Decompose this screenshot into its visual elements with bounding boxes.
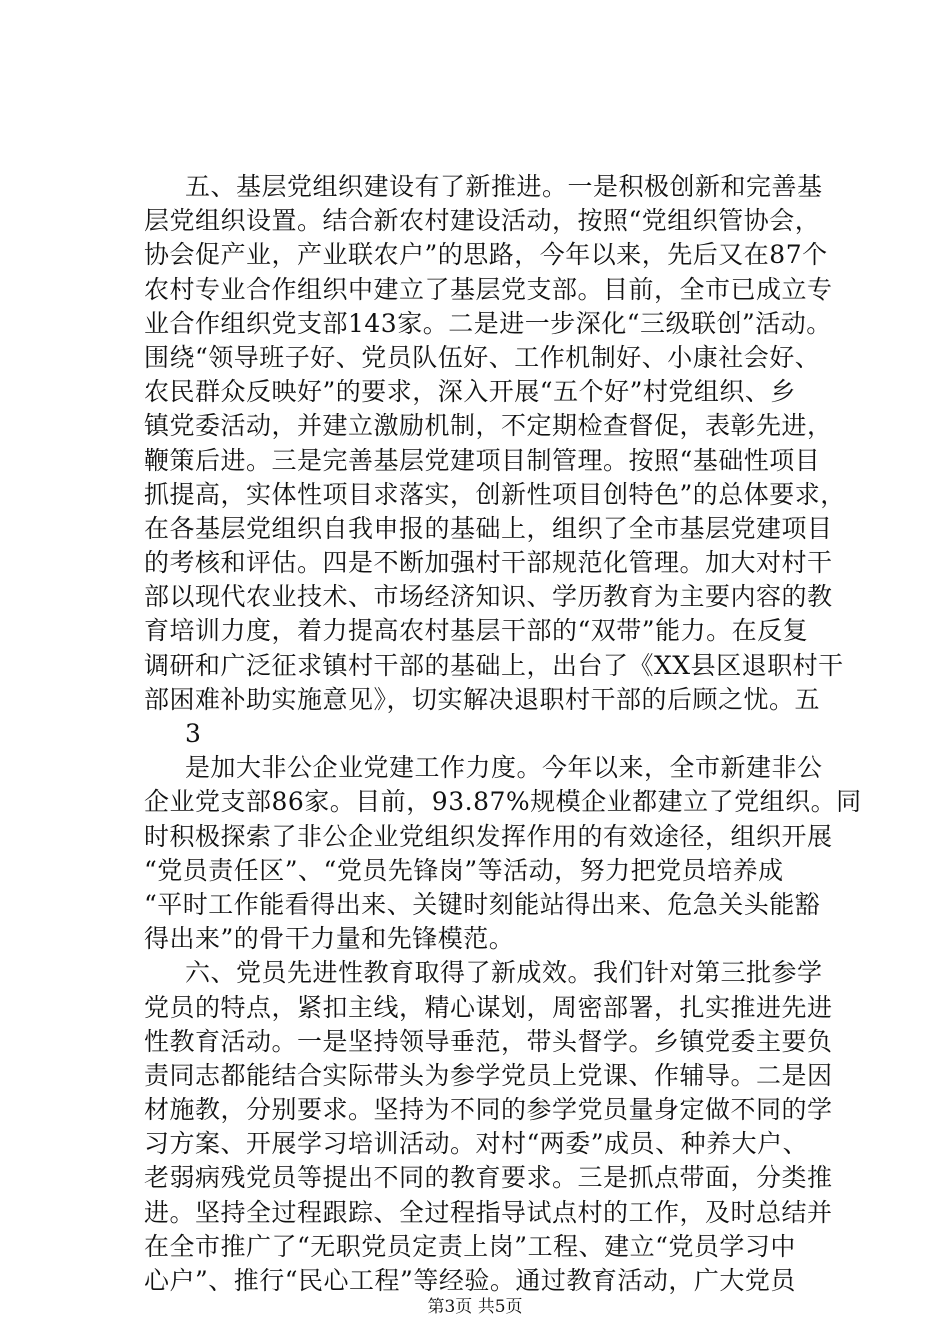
page-footer: 第3页 共5页 [427,1297,523,1317]
document-body [144,170,862,1298]
paragraph-6-line: 六、党员先进性教育取得了新成效。我们针对第三批参学 [185,958,823,988]
paragraph-5-line: 在各基层党组织自我申报的基础上，组织了全市基层党建项目 [144,513,833,543]
paragraph-5b-line: 是加大非公企业党建工作力度。今年以来，全市新建非公 [185,753,823,783]
paragraph-5b-line: 企业党支部86家。目前，93.87%规模企业都建立了党组织。同 [144,787,862,817]
paragraph-6-line: 习方案、开展学习培训活动。对村“两委”成员、种养大户、 [144,1129,809,1159]
paragraph-6-line: 心户”、推行“民心工程”等经验。通过教育活动，广大党员 [144,1266,796,1295]
paragraph-5-line: 育培训力度，着力提高农村基层干部的“双带”能力。在反复 [144,616,809,646]
paragraph-5-line: 协会促产业，产业联农户”的思路，今年以来，先后又在87个 [144,240,828,270]
paragraph-6-line: 进。坚持全过程跟踪、全过程指导试点村的工作，及时总结并 [144,1197,833,1227]
paragraph-6-line: 材施教，分别要求。坚持为不同的参学党员量身定做不同的学 [144,1095,833,1125]
paragraph-5-line: 的考核和评估。四是不断加强村干部规范化管理。加大对村干 [144,548,833,578]
paragraph-5-line: 调研和广泛征求镇村干部的基础上，出台了《XX县区退职村干 [144,650,844,680]
paragraph-5b-line: “平时工作能看得出来、关键时刻能站得出来、危急关头能豁 [144,889,821,919]
paragraph-5-line: 部以现代农业技术、市场经济知识、学历教育为主要内容的教 [144,582,833,612]
paragraph-6-line: 责同志都能结合实际带头为参学党员上党课、作辅导。二是因 [144,1060,833,1090]
paragraph-5-line: 层党组织设置。结合新农村建设活动，按照“党组织管协会， [144,206,821,236]
page-break-number: 3 [185,719,202,748]
paragraph-5-line: 鞭策后进。三是完善基层党建项目制管理。按照“基础性项目 [144,445,821,475]
paragraph-6-line: 在全市推广了“无职党员定责上岗”工程、建立“党员学习中 [144,1231,796,1261]
paragraph-5-line: 围绕“领导班子好、党员队伍好、工作机制好、小康社会好、 [144,342,821,372]
paragraph-5-line: 抓提高，实体性项目求落实，创新性项目创特色”的总体要求， [144,479,846,509]
paragraph-5b-line: 时积极探索了非公企业党组织发挥作用的有效途径，组织开展 [144,821,833,851]
paragraph-5-line: 农村专业合作组织中建立了基层党支部。目前，全市已成立专 [144,274,833,304]
paragraph-6-line: 性教育活动。一是坚持领导垂范，带头督学。乡镇党委主要负 [144,1026,833,1056]
paragraph-5-line: 部困难补助实施意见》，切实解决退职村干部的后顾之忧。五 [144,684,821,714]
paragraph-5-line: 业合作组织党支部143家。二是进一步深化“三级联创”活动。 [144,308,832,338]
paragraph-6-line: 老弱病残党员等提出不同的教育要求。三是抓点带面，分类推 [144,1163,833,1193]
paragraph-5-line: 农民群众反映好”的要求，深入开展“五个好”村党组织、乡 [144,377,796,407]
paragraph-5b-line: 得出来”的骨干力量和先锋模范。 [144,924,515,954]
paragraph-5b-line: “党员责任区”、“党员先锋岗”等活动，努力把党员培养成 [144,855,784,885]
paragraph-5-line: 五、基层党组织建设有了新推进。一是积极创新和完善基 [185,172,823,201]
paragraph-5-line: 镇党委活动，并建立激励机制，不定期检查督促，表彰先进， [144,411,833,441]
paragraph-6-line: 党员的特点，紧扣主线，精心谋划，周密部署，扎实推进先进 [144,992,833,1022]
